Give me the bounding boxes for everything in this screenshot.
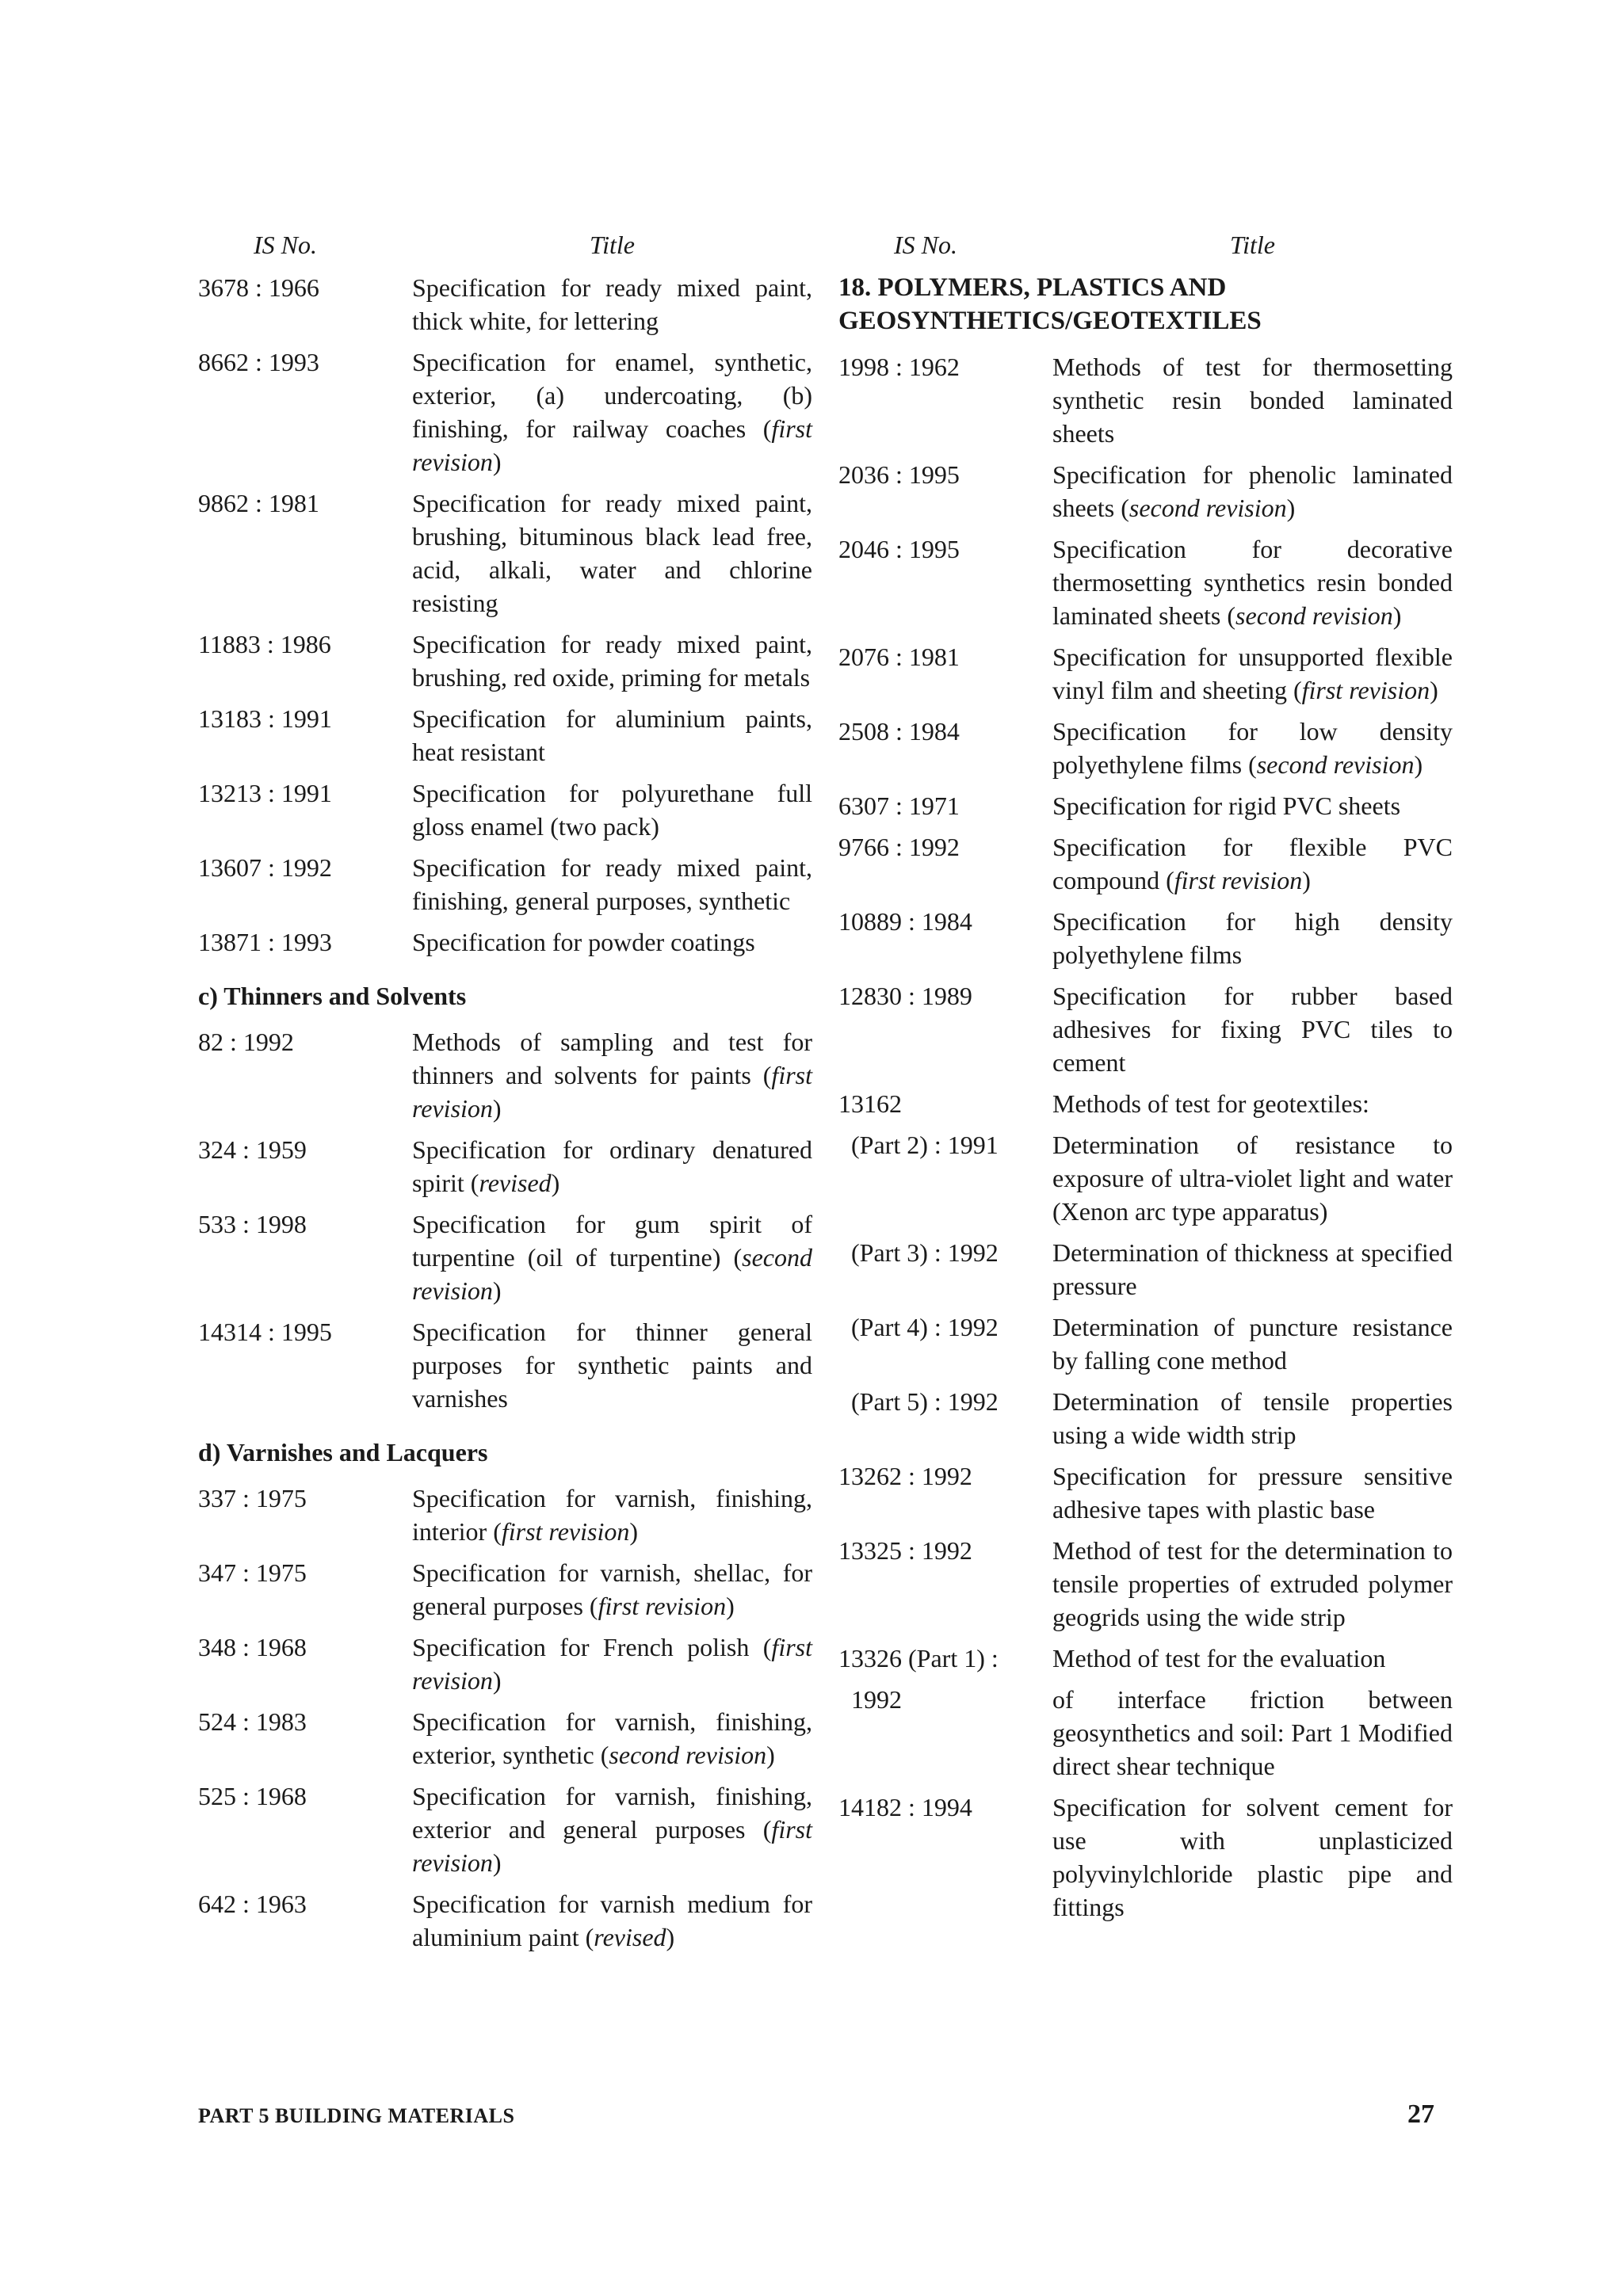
footer-part-label: PART 5 BUILDING MATERIALS	[198, 2104, 515, 2127]
standard-entry	[838, 532, 1453, 632]
is-number: 348 : 1968	[198, 1633, 307, 1661]
standard-title	[1052, 1236, 1453, 1302]
standard-entry	[838, 1087, 1453, 1120]
title-text: Determination of resistance to exposure of ultra-violet light and water (Xenon arc type apparatus)	[1052, 1131, 1453, 1226]
standard-title	[412, 925, 812, 959]
title-text: Specification for polyurethane full gloss enamel (two pack)	[412, 779, 812, 841]
is-number: 642 : 1963	[198, 1890, 307, 1918]
title-text: )	[492, 1276, 502, 1305]
standard-entry	[198, 776, 812, 843]
title-text: )	[492, 1666, 502, 1695]
standard-entry	[838, 1534, 1453, 1634]
standard-entry	[838, 789, 1453, 822]
standard-title	[1052, 1459, 1453, 1526]
title-text: Specification for aluminium paints, heat resistant	[412, 704, 812, 766]
standard-entry	[198, 627, 812, 694]
standard-entry	[838, 979, 1453, 1079]
standard-title	[1052, 1128, 1453, 1228]
title-text: Specification for varnish, finishing, exterior and general purposes (	[412, 1782, 812, 1844]
standard-entry	[838, 1642, 1453, 1675]
title-text: Methods of sampling and test for thinners and solvents for paints (	[412, 1028, 812, 1089]
is-number: 13326 (Part 1) :	[838, 1644, 999, 1672]
column-header	[198, 228, 812, 261]
standard-title	[412, 1025, 812, 1125]
is-number: 13607 : 1992	[198, 853, 332, 882]
title-text: Specification for rigid PVC sheets	[1052, 791, 1401, 820]
standard-title	[412, 776, 812, 843]
is-number: 10889 : 1984	[838, 907, 972, 936]
is-number: 8662 : 1993	[198, 348, 319, 376]
standard-entry	[838, 1236, 1453, 1302]
title-text: Specification for ordinary denatured spirit (	[412, 1135, 812, 1197]
standard-entry	[198, 851, 812, 917]
is-number: 14182 : 1994	[838, 1793, 972, 1821]
standard-title	[1052, 830, 1453, 897]
title-text: )	[1392, 601, 1402, 630]
is-number: 13262 : 1992	[838, 1462, 972, 1490]
standard-title	[1052, 1534, 1453, 1634]
is-number: 14314 : 1995	[198, 1318, 332, 1346]
standard-title	[412, 1207, 812, 1307]
revision-note: first revision	[501, 1517, 630, 1546]
title-text: Methods of test for geotextiles:	[1052, 1089, 1369, 1118]
header-is-no: IS No.	[254, 231, 317, 259]
revision-note: first revision	[1301, 676, 1430, 704]
is-number: 2046 : 1995	[838, 535, 960, 563]
standard-title	[1052, 350, 1453, 450]
standard-entry	[838, 1683, 1453, 1783]
standard-entry	[838, 715, 1453, 781]
is-number: 12830 : 1989	[838, 982, 972, 1010]
standard-title	[1052, 979, 1453, 1079]
standard-entry	[838, 830, 1453, 897]
standard-entry	[198, 1630, 812, 1697]
title-text: Specification for pressure sensitive adhesive tapes with plastic base	[1052, 1462, 1453, 1524]
standard-entry	[838, 640, 1453, 707]
standard-title	[412, 1556, 812, 1623]
is-number: 13162	[838, 1089, 902, 1118]
title-text: Specification for varnish medium for aluminium paint (	[412, 1890, 812, 1951]
standard-title	[1052, 1683, 1453, 1783]
standard-title	[1052, 715, 1453, 781]
standard-title	[412, 1133, 812, 1199]
standard-entry	[198, 1207, 812, 1307]
left-column	[198, 228, 812, 1962]
revision-note: first revision	[598, 1592, 727, 1620]
is-number: 2508 : 1984	[838, 717, 960, 746]
standard-title	[1052, 1791, 1453, 1924]
title-text: Determination of puncture resistance by falling cone method	[1052, 1313, 1453, 1375]
title-text: )	[1286, 494, 1296, 522]
standard-entry	[838, 1310, 1453, 1377]
standard-entry	[198, 271, 812, 338]
header-title: Title	[1230, 231, 1275, 259]
revision-note: second revision	[1235, 601, 1393, 630]
is-number: 1998 : 1962	[838, 353, 960, 381]
title-text: Methods of test for thermosetting synthetic resin bonded laminated sheets	[1052, 353, 1453, 448]
title-text: Specification for powder coatings	[412, 928, 755, 956]
is-number: 524 : 1983	[198, 1707, 307, 1736]
is-number: 13183 : 1991	[198, 704, 332, 733]
standard-title	[412, 1482, 812, 1548]
is-number: 2076 : 1981	[838, 643, 960, 671]
is-number: 2036 : 1995	[838, 460, 960, 489]
subsection-heading-c: c) Thinners and Solvents	[198, 982, 467, 1010]
page-footer	[198, 2100, 1434, 2130]
standard-entry	[198, 1133, 812, 1199]
standard-title	[412, 271, 812, 338]
standard-entry	[198, 1705, 812, 1772]
standard-title	[412, 1315, 812, 1415]
title-text: Method of test for the determination to tensile properties of extruded polymer geogrids using the wide strip	[1052, 1536, 1453, 1631]
standard-title	[412, 1887, 812, 1954]
title-text: Determination of thickness at specified pressure	[1052, 1238, 1453, 1300]
standard-title	[1052, 458, 1453, 524]
standard-title	[412, 345, 812, 479]
title-text: Specification for varnish, finishing, exterior, synthetic (	[412, 1707, 812, 1769]
standard-entry	[198, 1482, 812, 1548]
title-text: )	[629, 1517, 638, 1546]
is-number: 3678 : 1966	[198, 273, 319, 302]
title-text: Specification for phenolic laminated sheets (	[1052, 460, 1453, 522]
is-number: 13325 : 1992	[838, 1536, 972, 1565]
is-number: 13213 : 1991	[198, 779, 332, 807]
title-text: )	[1302, 866, 1311, 894]
standard-entry	[198, 1887, 812, 1954]
revision-note: first revision	[412, 1061, 812, 1123]
header-is-no: IS No.	[894, 231, 957, 259]
title-text: )	[1430, 676, 1438, 704]
standard-title	[412, 1779, 812, 1879]
is-number: 13871 : 1993	[198, 928, 332, 956]
standard-title	[1052, 1642, 1453, 1675]
is-number: (Part 3) : 1992	[851, 1238, 999, 1267]
title-text: Specification for thinner general purposes for synthetic paints and varnishes	[412, 1318, 812, 1413]
title-text: )	[766, 1741, 775, 1769]
standard-entry	[198, 925, 812, 959]
standard-title	[1052, 789, 1453, 822]
column-header	[838, 228, 1453, 261]
standard-title	[412, 486, 812, 620]
standard-title	[412, 1630, 812, 1697]
title-text: Specification for low density polyethylene films (	[1052, 717, 1453, 779]
section-heading-line2: GEOSYNTHETICS/GEOTEXTILES	[838, 307, 1262, 335]
is-number: 347 : 1975	[198, 1558, 307, 1587]
revision-note: second revision	[1128, 494, 1287, 522]
standard-entry	[198, 486, 812, 620]
list-left-c	[198, 1025, 812, 1415]
revision-note: second revision	[1256, 750, 1415, 779]
standard-title	[1052, 1310, 1453, 1377]
standard-entry	[198, 702, 812, 769]
title-text: Specification for rubber based adhesives for fixing PVC tiles to cement	[1052, 982, 1453, 1077]
title-text: Specification for unsupported flexible vinyl film and sheeting (	[1052, 643, 1453, 704]
revision-note: revised	[594, 1923, 666, 1951]
page-number: 27	[1407, 2100, 1434, 2129]
title-text: )	[551, 1169, 560, 1197]
title-text: Specification for ready mixed paint, finishing, general purposes, synthetic	[412, 853, 812, 915]
section-heading-line1: 18. POLYMERS, PLASTICS AND	[838, 273, 1227, 302]
title-text: Specification for enamel, synthetic, exterior, (a) undercoating, (b) finishing, for railway coaches (	[412, 348, 812, 443]
title-text: Specification for solvent cement for use with unplasticized polyvinylchloride plastic pipe and fittings	[1052, 1793, 1453, 1921]
standard-title	[412, 1705, 812, 1772]
revision-note: first revision	[412, 414, 812, 476]
revision-note: first revision	[1174, 866, 1303, 894]
title-text: )	[492, 1094, 502, 1123]
title-text: Specification for gum spirit of turpentine (oil of turpentine) (	[412, 1210, 812, 1272]
is-number: 533 : 1998	[198, 1210, 307, 1238]
is-number: 9766 : 1992	[838, 833, 960, 861]
section-heading	[838, 271, 1453, 338]
standard-entry	[198, 1025, 812, 1125]
is-number: (Part 5) : 1992	[851, 1387, 999, 1416]
title-text: )	[492, 448, 502, 476]
title-text: Specification for varnish, finishing, interior (	[412, 1484, 812, 1546]
standard-title	[412, 702, 812, 769]
standard-entry	[838, 1128, 1453, 1228]
title-text: Method of test for the evaluation	[1052, 1644, 1386, 1672]
title-text: Specification for ready mixed paint, thick white, for lettering	[412, 273, 812, 335]
standard-title	[412, 851, 812, 917]
revision-note: first revision	[412, 1815, 812, 1877]
title-text: )	[666, 1923, 675, 1951]
standard-entry	[838, 458, 1453, 524]
title-text: Specification for French polish (	[412, 1633, 772, 1661]
title-text: Specification for flexible PVC compound (	[1052, 833, 1453, 894]
standard-entry	[838, 1791, 1453, 1924]
title-text: Specification for high density polyethylene films	[1052, 907, 1453, 969]
is-number: 337 : 1975	[198, 1484, 307, 1512]
title-text: Specification for ready mixed paint, brushing, red oxide, priming for metals	[412, 630, 812, 692]
header-title: Title	[590, 231, 635, 259]
title-text: Specification for ready mixed paint, brushing, bituminous black lead free, acid, alkali, water and chlorine resisting	[412, 489, 812, 617]
title-text: Specification for varnish, shellac, for general purposes (	[412, 1558, 812, 1620]
standard-title	[1052, 640, 1453, 707]
standard-entry	[838, 1385, 1453, 1451]
list-left-d	[198, 1482, 812, 1954]
is-number: (Part 4) : 1992	[851, 1313, 999, 1341]
standard-entry	[838, 905, 1453, 971]
title-text: Specification for decorative thermosetting synthetics resin bonded laminated sheets (	[1052, 535, 1453, 630]
is-number: 1992	[851, 1685, 902, 1714]
title-text: Determination of tensile properties using a wide width strip	[1052, 1387, 1453, 1449]
is-number: (Part 2) : 1991	[851, 1131, 999, 1159]
standard-entry	[838, 350, 1453, 450]
standard-entry	[198, 345, 812, 479]
title-text: )	[492, 1848, 502, 1877]
standard-entry	[198, 1779, 812, 1879]
revision-note: second revision	[609, 1741, 767, 1769]
subsection-heading-d: d) Varnishes and Lacquers	[198, 1438, 488, 1466]
standard-title	[1052, 532, 1453, 632]
standard-title	[412, 627, 812, 694]
standard-title	[1052, 905, 1453, 971]
is-number: 6307 : 1971	[838, 791, 960, 820]
standard-entry	[198, 1315, 812, 1415]
list-left-a	[198, 271, 812, 959]
list-right	[838, 350, 1453, 1924]
revision-note: first revision	[412, 1633, 812, 1695]
standard-entry	[198, 1556, 812, 1623]
title-text: of interface friction between geosynthetics and soil: Part 1 Modified direct shear technique	[1052, 1685, 1453, 1780]
is-number: 82 : 1992	[198, 1028, 294, 1056]
title-text: )	[726, 1592, 735, 1620]
standard-entry	[838, 1459, 1453, 1526]
revision-note: second revision	[412, 1243, 812, 1305]
is-number: 525 : 1968	[198, 1782, 307, 1810]
is-number: 324 : 1959	[198, 1135, 307, 1164]
is-number: 11883 : 1986	[198, 630, 331, 658]
is-number: 9862 : 1981	[198, 489, 319, 517]
title-text: )	[1414, 750, 1423, 779]
revision-note: revised	[479, 1169, 552, 1197]
right-column	[838, 228, 1453, 1932]
standard-title	[1052, 1087, 1453, 1120]
standard-title	[1052, 1385, 1453, 1451]
